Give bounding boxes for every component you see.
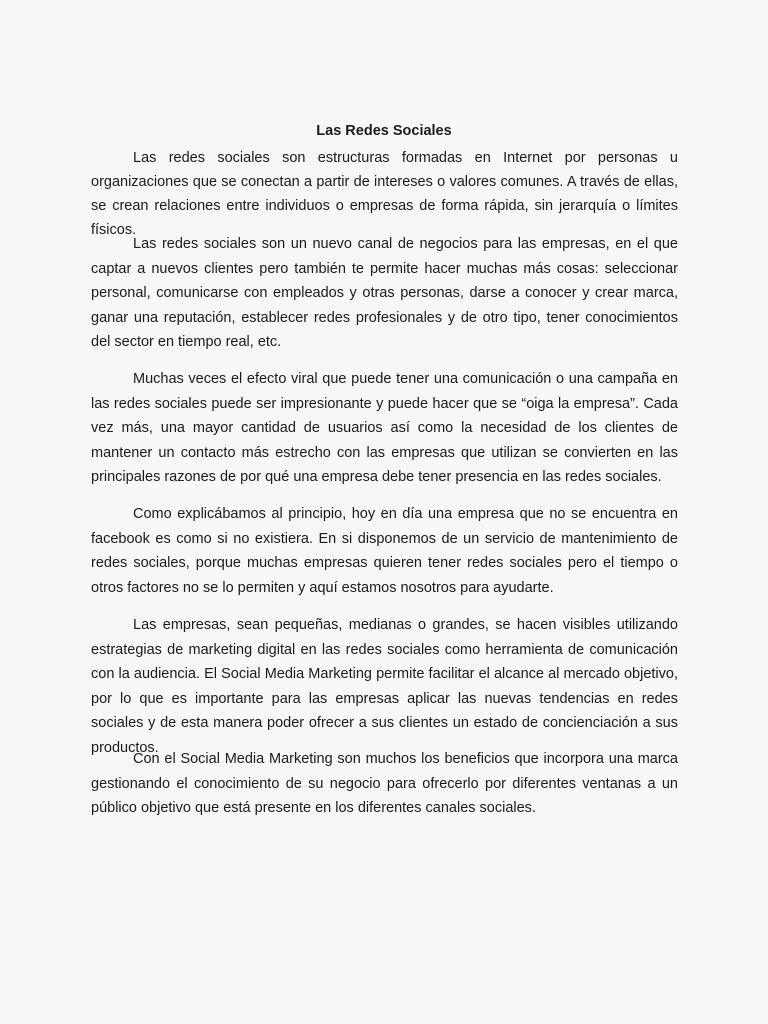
paragraph-2: Las redes sociales son un nuevo canal de negocios para las empresas, en el que captar a nuevos clientes pero también te permite hacer muchas más cosas: seleccionar personal, comunicarse con empleados y otras personas, darse a conocer y crear marca, ganar una reputación, establecer redes profesionales y de otro tipo, tener conocimientos del sector en tiempo real, etc.: [91, 236, 678, 350]
paragraph-4: Como explicábamos al principio, hoy en día una empresa que no se encuentra en facebook es como si no existiera. En si disponemos de un servicio de mantenimiento de redes sociales, porque muchas empresas quieren tener redes sociales pero el tiempo o otros factores no se lo permiten y aquí estamos nosotros para ayudarte.: [91, 506, 678, 596]
document-title: Las Redes Sociales: [316, 123, 452, 139]
paragraph-5: Las empresas, sean pequeñas, medianas o grandes, se hacen visibles utilizando estrategias de marketing digital en las redes sociales como herramienta de comunicación con la audiencia. El Social Media Marketing permite facilitar el alcance al mercado objetivo, por lo que es importante para las empresas aplicar las nuevas tendencias en redes sociales y de esta manera poder ofrecer a sus clientes un estado de concienciación a sus productos.: [91, 617, 678, 756]
paragraph-3: Muchas veces el efecto viral que puede tener una comunicación o una campaña en las redes sociales puede ser impresionante y puede hacer que se “oiga la empresa”. Cada vez más, una mayor cantidad de usuarios así como la necesidad de los clientes de mantener un contacto más estrecho con las empresas que utilizan se convierten en las principales razones de por qué una empresa debe tener presencia en las redes sociales.: [91, 371, 678, 485]
paragraph-1: Las redes sociales son estructuras formadas en Internet por personas u organizaciones que se conectan a partir de intereses o valores comunes. A través de ellas, se crean relaciones entre individuos o empresas de forma rápida, sin jerarquía o límites físicos.: [91, 150, 678, 238]
paragraph-6: Con el Social Media Marketing son muchos los beneficios que incorpora una marca gestionando el conocimiento de su negocio para ofrecerlo por diferentes ventanas a un público objetivo que está presente en los diferentes canales sociales.: [91, 751, 678, 816]
